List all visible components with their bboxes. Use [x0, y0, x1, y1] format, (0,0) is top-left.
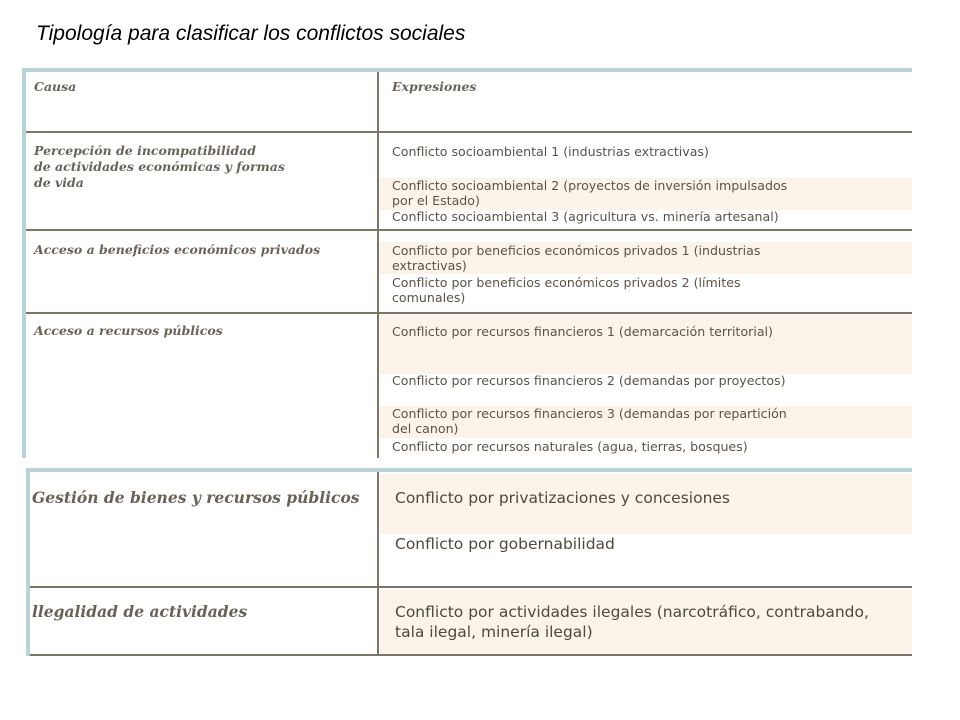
- cause-line: Percepción de incompatibilidad: [34, 143, 257, 158]
- expression-item: [392, 243, 760, 273]
- expression-item: [392, 324, 773, 339]
- expression-line: Conflicto por beneficios económicos privados 2 (límites: [392, 275, 741, 290]
- cause-cell: [32, 602, 247, 622]
- expression-line: Conflicto socioambiental 3 (agricultura vs. minería artesanal): [392, 209, 779, 224]
- column-divider: [377, 472, 379, 656]
- row-divider: [26, 229, 912, 231]
- typology-table-part-2: [26, 468, 912, 656]
- cause-line: de actividades económicas y formas: [34, 159, 285, 174]
- header-cause: Causa: [34, 79, 77, 94]
- expression-line: Conflicto por recursos financieros 3 (demandas por repartición: [392, 406, 787, 421]
- cause-line: de vida: [34, 175, 84, 190]
- cause-cell: [34, 242, 320, 258]
- cause-cell: [32, 488, 360, 508]
- expression-item: [392, 406, 787, 436]
- cause-line: Acceso a recursos públicos: [34, 323, 223, 338]
- cause-cell: [34, 323, 223, 339]
- expression-item: [392, 209, 779, 224]
- row-divider: [30, 586, 912, 588]
- expression-line: Conflicto por actividades ilegales (narcotráfico, contrabando,: [395, 603, 869, 621]
- expression-line: Conflicto por recursos financieros 2 (demandas por proyectos): [392, 373, 786, 388]
- expression-item: [395, 488, 730, 508]
- expression-line: comunales): [392, 290, 466, 305]
- table-frame-top: [22, 68, 912, 72]
- expression-item: [395, 602, 869, 642]
- row-divider: [26, 131, 912, 133]
- expression-line: Conflicto socioambiental 1 (industrias extractivas): [392, 144, 709, 159]
- typology-table-part-1: [22, 68, 912, 458]
- expression-item: [392, 373, 786, 388]
- row-divider: [30, 654, 912, 656]
- expression-line: Conflicto por gobernabilidad: [395, 535, 615, 553]
- expression-line: Conflicto socioambiental 2 (proyectos de inversión impulsados: [392, 178, 788, 193]
- expression-line: tala ilegal, minería ilegal): [395, 623, 593, 641]
- cause-line: llegalidad de actividades: [32, 602, 248, 621]
- expression-line: Conflicto por recursos naturales (agua, tierras, bosques): [392, 439, 748, 454]
- expression-line: Conflicto por beneficios económicos privados 1 (industrias: [392, 243, 761, 258]
- expression-item: [392, 178, 787, 208]
- header-expressions: Expresiones: [392, 79, 477, 94]
- cause-line: Acceso a beneficios económicos privados: [34, 242, 321, 257]
- cause-line: Gestión de bienes y recursos públicos: [32, 488, 360, 507]
- row-divider: [26, 312, 912, 314]
- slide-title: Tipología para clasificar los conflictos sociales: [36, 22, 466, 45]
- expression-line: extractivas): [392, 258, 467, 273]
- column-divider: [377, 72, 379, 458]
- expression-line: Conflicto por recursos financieros 1 (demarcación territorial): [392, 324, 773, 339]
- expression-item: [395, 534, 615, 554]
- table-frame-top: [26, 468, 912, 472]
- expression-line: por el Estado): [392, 193, 480, 208]
- expression-item: [392, 144, 709, 159]
- cause-cell: [34, 143, 285, 191]
- row-shading: [379, 312, 912, 374]
- expression-line: del canon): [392, 421, 459, 436]
- table-frame-left: [26, 468, 30, 656]
- expression-line: Conflicto por privatizaciones y concesiones: [395, 489, 730, 507]
- expression-item: [392, 439, 748, 454]
- table-frame-left: [22, 68, 26, 458]
- expression-item: [392, 275, 741, 305]
